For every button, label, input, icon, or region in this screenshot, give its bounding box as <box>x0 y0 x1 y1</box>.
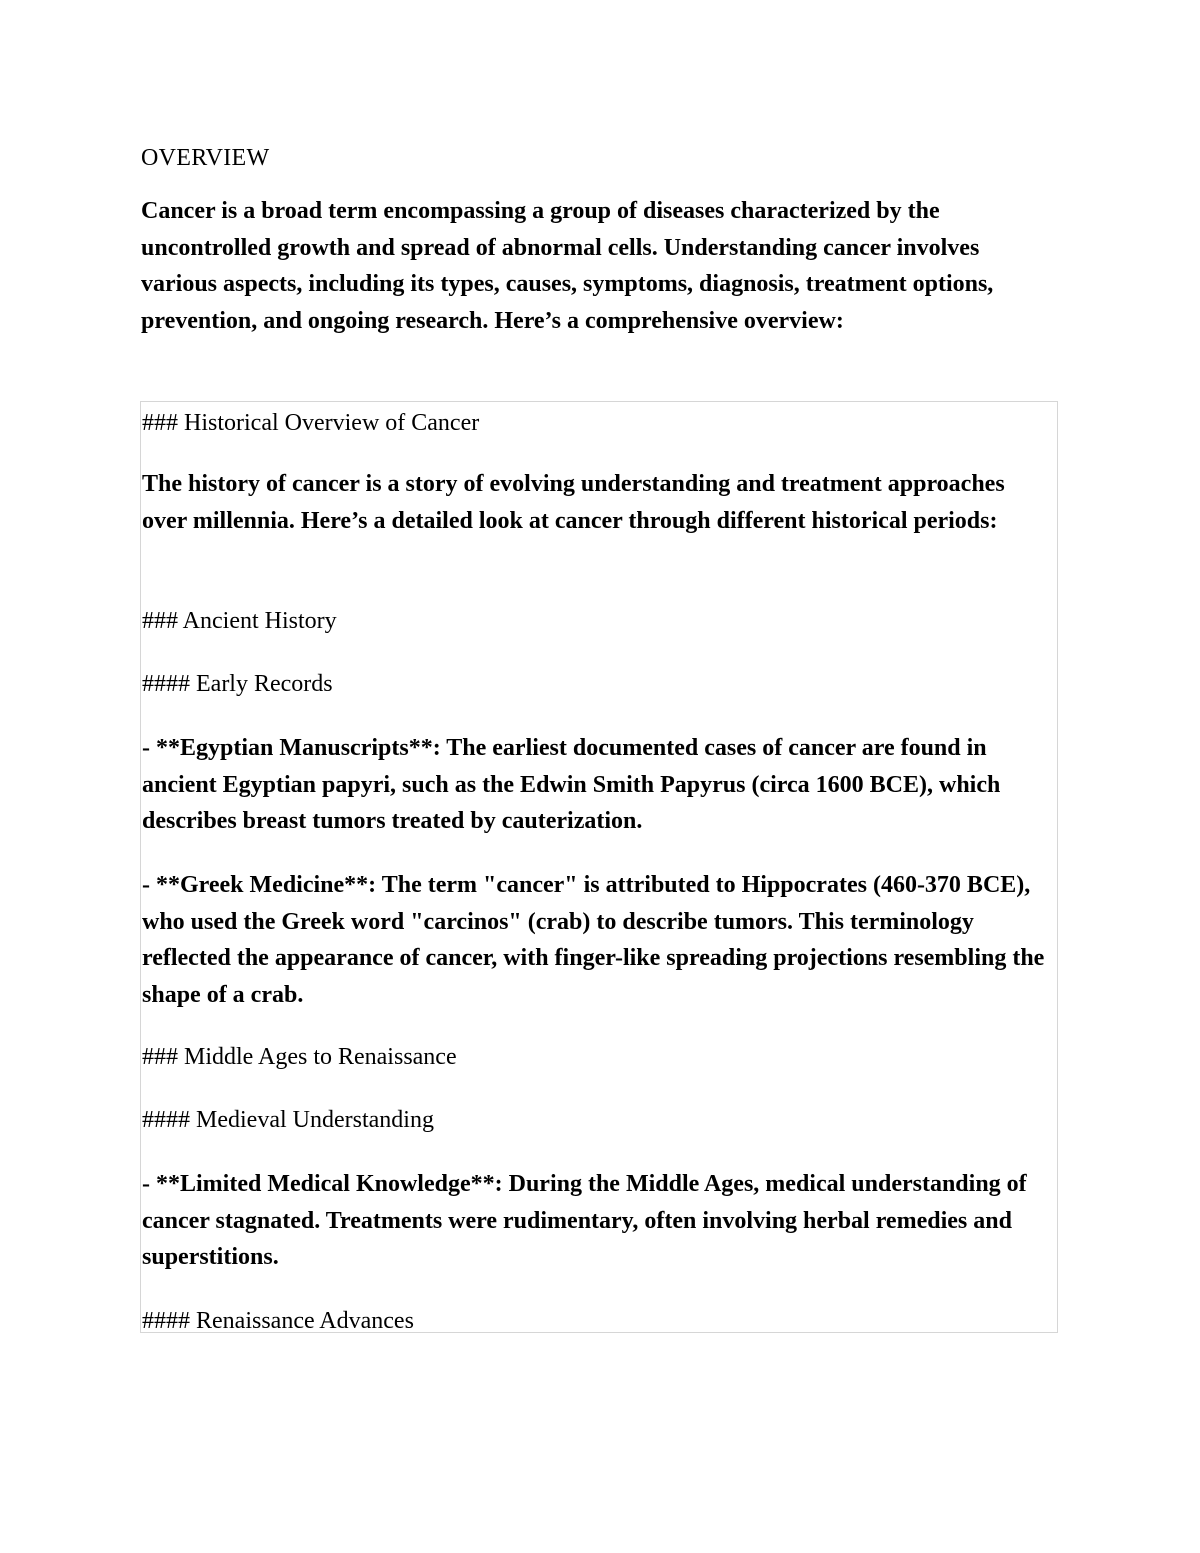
list-item-egyptian-manuscripts: - **Egyptian Manuscripts**: The earliest documented cases of cancer are found in ancient Egyptian papyri, such as the Edwin Smith Papyrus (circa 1600 BCE), which describes breast tumors treated by cauterization. <box>142 735 1001 834</box>
list-item-limited-medical-knowledge: - **Limited Medical Knowledge**: During the Middle Ages, medical understanding of cancer stagnated. Treatments were rudimentary, often involving herbal remedies and superstitions. <box>142 1171 1027 1270</box>
list-item-greek-medicine: - **Greek Medicine**: The term "cancer" is attributed to Hippocrates (460-370 BCE), who used the Greek word "carcinos" (crab) to describe tumors. This terminology reflected the appearance of cancer, with finger-like spreading projections resembling the shape of a crab. <box>142 872 1045 1008</box>
section-intro-paragraph: The history of cancer is a story of evolving understanding and treatment approaches over millennia. Here’s a detailed look at cancer through different historical periods: <box>142 471 1005 534</box>
heading-early-records: #### Early Records <box>142 671 333 697</box>
overview-heading: OVERVIEW <box>141 145 270 171</box>
heading-ancient-history: ### Ancient History <box>142 608 337 634</box>
history-text-frame <box>140 401 1058 1333</box>
overview-intro-paragraph: Cancer is a broad term encompassing a group of diseases characterized by the uncontrolled growth and spread of abnormal cells. Understanding cancer involves various aspects, including its types, causes, symptoms, diagnosis, treatment options, prevention, and ongoing research. Here’s a comprehensive overview: <box>141 198 994 334</box>
heading-middle-ages-to-renaissance: ### Middle Ages to Renaissance <box>142 1044 457 1070</box>
heading-renaissance-advances: #### Renaissance Advances <box>142 1308 414 1333</box>
heading-medieval-understanding: #### Medieval Understanding <box>142 1107 434 1133</box>
section-heading-historical-overview: ### Historical Overview of Cancer <box>142 410 480 436</box>
